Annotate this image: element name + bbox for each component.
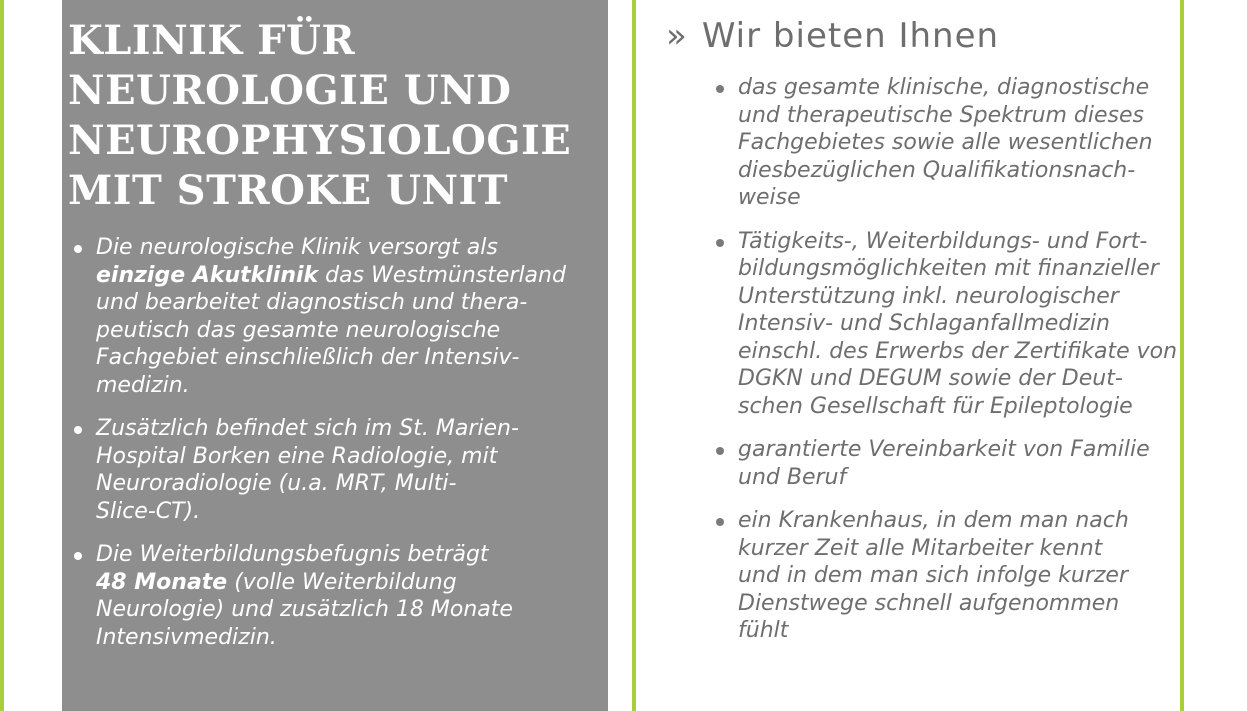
text-line: das gesamte klinische, diagnostische: [738, 75, 1150, 100]
double-chevron-icon: »: [666, 16, 688, 56]
green-border-middle: [632, 0, 636, 711]
text-fragment: (volle Weiterbildung: [227, 569, 457, 595]
text-line: Unterstützung inkl. neurologischer: [738, 283, 1119, 309]
double-chevron-icon: »: [24, 16, 49, 62]
clinic-title-line: MIT STROKE UNIT: [68, 167, 509, 214]
list-item: [74, 541, 524, 651]
green-border-right: [1180, 0, 1184, 711]
clinic-title: [24, 16, 572, 216]
text-line: Neurologie) und zusätzlich 18 Monate: [96, 597, 513, 622]
emphasis-text: einzige Akutklinik: [96, 262, 319, 288]
list-item: [74, 234, 566, 399]
text-line: DGKN und DEGUM sowie der Deut-: [738, 366, 1123, 391]
text-line: Dienstwege schnell aufgenommen: [738, 590, 1120, 616]
text-line: kurzer Zeit alle Mitarbeiter kennt: [738, 535, 1103, 561]
list-item: [716, 507, 1166, 645]
list-item: [716, 74, 1166, 212]
offer-heading: [666, 12, 999, 60]
text-line: Die Weiterbildungsbefugnis beträgt: [96, 542, 489, 567]
text-line: diesbezüglichen Qualifikationsnach-: [738, 157, 1136, 183]
text-line: und therapeutische Spektrum dieses: [738, 102, 1145, 128]
offer-heading-text: Wir bieten Ihnen: [701, 16, 1000, 56]
text-fragment: das Westmünsterland: [318, 262, 566, 288]
clinic-title-line: KLINIK FÜR: [68, 17, 356, 64]
text-line: Fachgebietes sowie alle wesentlichen: [738, 130, 1153, 155]
text-line: und Beruf: [738, 464, 847, 490]
list-item: [74, 415, 524, 525]
clinic-title-line: NEUROLOGIE UND: [68, 67, 512, 114]
text-line: und in dem man sich infolge kurzer: [738, 563, 1128, 588]
text-line: Tätigkeits-, Weiterbildungs- und Fort-: [738, 228, 1148, 254]
text-line: garantierte Vereinbarkeit von Familie: [738, 437, 1150, 462]
emphasis-text: 48 Monate: [96, 569, 228, 595]
green-border-left: [0, 0, 4, 711]
text-line: weise: [738, 185, 801, 210]
text-line: einschl. des Erwerbs der Zertifikate von: [738, 338, 1178, 364]
text-line: Hospital Borken eine Radiologie, mit: [96, 443, 498, 469]
text-line: bildungsmöglichkeiten mit finanzieller: [738, 256, 1159, 281]
text-line: Die neurologische Klinik versorgt als: [96, 235, 498, 260]
text-line: Fachgebiet einschließlich der Intensiv-: [96, 345, 520, 370]
list-item: [716, 228, 1178, 421]
text-line: Slice-CT).: [96, 498, 201, 524]
text-line: Intensiv- und Schlaganfallmedizin: [738, 311, 1110, 336]
text-line: fühlt: [738, 618, 789, 643]
text-line: schen Gesellschaft für Epileptologie: [738, 393, 1133, 419]
clinic-title-line: NEUROPHYSIOLOGIE: [68, 117, 572, 164]
text-line: ein Krankenhaus, in dem man nach: [738, 508, 1129, 533]
text-line: und bearbeitet diagnostisch und thera-: [96, 290, 528, 315]
text-line: [96, 569, 524, 597]
text-line: Neuroradiologie (u.a. MRT, Multi-: [96, 471, 457, 496]
list-item: [716, 436, 1166, 491]
text-line: Zusätzlich befindet sich im St. Marien-: [96, 416, 519, 441]
text-line: medizin.: [96, 372, 190, 398]
text-line: Intensivmedizin.: [96, 624, 277, 650]
clinic-facts-list: [74, 234, 566, 667]
offer-list: [716, 74, 1178, 661]
text-line: peutisch das gesamte neurologische: [96, 317, 501, 343]
text-line: [96, 262, 566, 290]
